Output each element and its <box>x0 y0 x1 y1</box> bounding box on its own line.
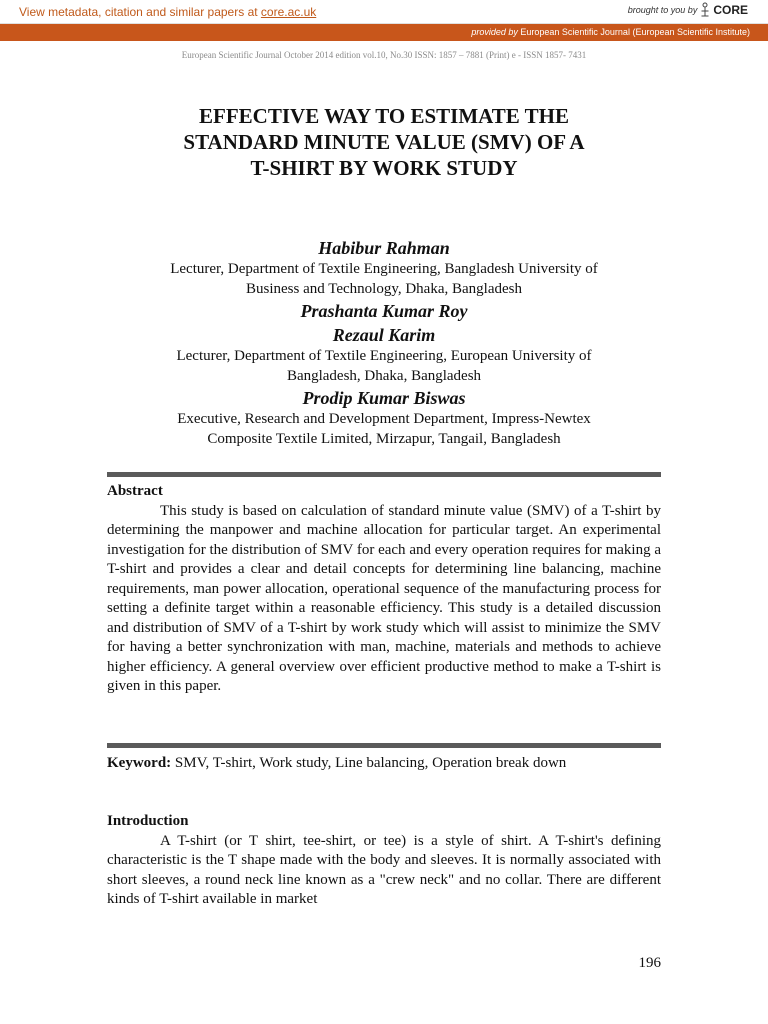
provided-by-prefix: provided by <box>471 27 518 37</box>
core-brought-by[interactable] <box>628 2 748 18</box>
core-provided-by <box>0 24 768 41</box>
title-line: STANDARD MINUTE VALUE (SMV) OF A <box>183 130 585 154</box>
author-name: Rezaul Karim <box>332 325 436 345</box>
title-line: T-SHIRT BY WORK STUDY <box>250 156 518 180</box>
author-affiliation: Business and Technology, Dhaka, Bangladesh <box>246 280 522 297</box>
author-affiliation: Composite Textile Limited, Mirzapur, Tangail, Bangladesh <box>207 430 561 447</box>
divider-rule <box>107 743 661 748</box>
core-metadata-text <box>19 5 316 19</box>
introduction-heading: Introduction <box>107 813 189 829</box>
core-logo-text: CORE <box>713 3 748 17</box>
author-block <box>100 236 668 449</box>
brought-to-you-text: brought to you by <box>627 5 698 15</box>
author-affiliation: Bangladesh, Dhaka, Bangladesh <box>286 367 482 384</box>
journal-header: European Scientific Journal October 2014 edition vol.10, No.30 ISSN: 1857 – 7881 (Print) e - ISSN 1857- 7431 <box>181 50 587 60</box>
abstract-text: This study is based on calculation of standard minute value (SMV) of a T-shirt by determining the manpower and machine allocation for particular target. An experimental investigation for the distribution of SMV for each and every operation requires for making a T-shirt and provides a clear and detail concepts for determining line balancing, machine requirements, man power allocation, operational sequence of the manufacturing process for setting a definite target within a reasonable efficiency. This study is a detailed discussion and distribution of SMV of a T-shirt by work study which will assist to minimize the SMV for having a better synchronization with man, machine, materials and methods to achieve higher efficiency. A general overview over efficient productive method to make a T-shirt is given in this paper. <box>107 502 661 694</box>
core-banner <box>0 0 768 40</box>
core-top-strip <box>0 0 768 24</box>
provided-by-source: European Scientific Journal (European Scientific Institute) <box>517 27 750 37</box>
divider-rule <box>107 472 661 477</box>
author-affiliation: Lecturer, Department of Textile Engineering, European University of <box>176 348 592 364</box>
core-link[interactable]: core.ac.uk <box>260 5 317 19</box>
keyword-section <box>107 754 661 774</box>
abstract-section <box>107 482 661 697</box>
introduction-text: A T-shirt (or T shirt, tee-shirt, or tee) is a style of shirt. A T-shirt's defining characteristic is the T shape made with the body and sleeves. It is normally associated with short sleeves, a round neck line known as a "crew neck" and no collar. There are different kinds of T-shirt available in market <box>107 832 661 907</box>
page-number: 196 <box>638 955 661 971</box>
author-name: Prashanta Kumar Roy <box>300 301 468 321</box>
core-logo-icon <box>700 2 710 18</box>
paper-title <box>100 103 668 181</box>
author-affiliation: Executive, Research and Development Department, Impress-Newtex <box>177 411 591 427</box>
keyword-label: Keyword: <box>107 755 172 771</box>
abstract-heading: Abstract <box>107 483 163 499</box>
core-metadata-prefix: View metadata, citation and similar papers at <box>19 5 261 19</box>
keyword-text: SMV, T-shirt, Work study, Line balancing, Operation break down <box>171 755 567 771</box>
author-affiliation: Lecturer, Department of Textile Engineering, Bangladesh University of <box>170 261 598 277</box>
author-name: Habibur Rahman <box>318 238 450 258</box>
title-line: EFFECTIVE WAY TO ESTIMATE THE <box>199 104 569 128</box>
author-name: Prodip Kumar Biswas <box>302 388 466 408</box>
introduction-section <box>107 812 661 910</box>
